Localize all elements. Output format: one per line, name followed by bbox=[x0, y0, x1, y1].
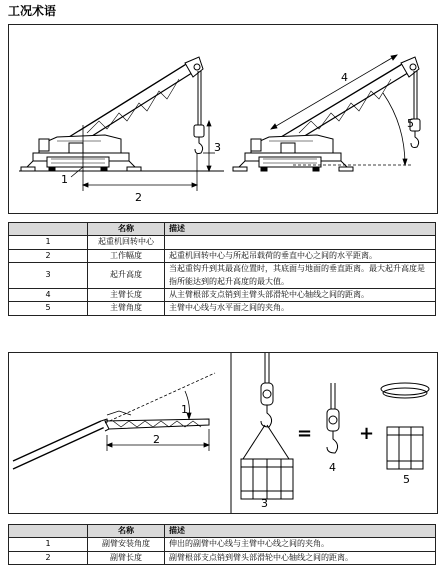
hook-with-load-illustration bbox=[241, 353, 293, 499]
label-load: 3 bbox=[261, 497, 268, 510]
table-row bbox=[9, 538, 436, 551]
row-name: 起升高度 bbox=[88, 263, 165, 289]
equals-sign: = bbox=[297, 423, 313, 444]
table-row bbox=[9, 263, 436, 289]
sling-illustration bbox=[381, 383, 429, 469]
header-no bbox=[9, 525, 88, 538]
row-no: 3 bbox=[9, 263, 88, 289]
row-name: 主臂角度 bbox=[88, 302, 165, 315]
label-sling: 5 bbox=[403, 473, 410, 486]
row-no: 2 bbox=[9, 249, 88, 262]
table-row bbox=[9, 236, 436, 249]
row-name: 起重机回转中心 bbox=[88, 236, 165, 249]
left-crane-illustration bbox=[19, 57, 224, 171]
row-desc bbox=[165, 236, 436, 249]
jib-diagram-panel bbox=[8, 352, 438, 514]
row-name: 副臂长度 bbox=[88, 551, 165, 564]
row-name: 主臂长度 bbox=[88, 288, 165, 301]
label-hook: 4 bbox=[329, 461, 336, 474]
row-no: 5 bbox=[9, 302, 88, 315]
table-row bbox=[9, 551, 436, 564]
row-desc: 副臂根部支点销到臂头部滑轮中心轴线之间的距离。 bbox=[165, 551, 436, 564]
row-no: 1 bbox=[9, 236, 88, 249]
row-no: 4 bbox=[9, 288, 88, 301]
row-desc: 当起重钩升到其最高位置时，其底面与地面的垂直距离。最大起升高度是指所能达到的起升高度的最大值。 bbox=[165, 263, 436, 289]
table-row bbox=[9, 249, 436, 262]
label-jib-length: 2 bbox=[153, 433, 160, 446]
table-row bbox=[9, 288, 436, 301]
row-desc: 主臂中心线与水平面之间的夹角。 bbox=[165, 302, 436, 315]
header-desc: 描述 bbox=[165, 525, 436, 538]
crane-working-conditions-diagram bbox=[9, 25, 437, 213]
header-no bbox=[9, 223, 88, 236]
row-desc: 伸出的副臂中心线与主臂中心线之间的夹角。 bbox=[165, 538, 436, 551]
header-name: 名称 bbox=[88, 223, 165, 236]
label-boom-angle: 5 bbox=[407, 117, 414, 130]
page-title: 工况术语 bbox=[8, 4, 57, 18]
jib-illustration bbox=[13, 411, 209, 469]
table-header-row bbox=[9, 525, 436, 538]
label-jib-angle: 1 bbox=[181, 403, 188, 416]
terms-table-jib bbox=[8, 524, 436, 565]
label-working-radius: 2 bbox=[135, 191, 142, 204]
jib-and-hook-diagram bbox=[9, 353, 437, 513]
table-header-row bbox=[9, 223, 436, 236]
right-crane-illustration bbox=[233, 57, 420, 171]
label-boom-length: 4 bbox=[341, 71, 348, 84]
table-row bbox=[9, 302, 436, 315]
row-name: 副臂安装角度 bbox=[88, 538, 165, 551]
row-desc: 起重机回转中心与所起吊载荷的垂直中心之间的水平距离。 bbox=[165, 249, 436, 262]
header-desc: 描述 bbox=[165, 223, 436, 236]
crane-diagram-panel bbox=[8, 24, 438, 214]
hook-illustration bbox=[327, 383, 339, 453]
header-name: 名称 bbox=[88, 525, 165, 538]
label-rotation-center: 1 bbox=[61, 173, 68, 186]
plus-sign: + bbox=[359, 423, 375, 444]
row-desc: 从主臂根部支点销到主臂头部滑轮中心轴线之间的距离。 bbox=[165, 288, 436, 301]
row-no: 2 bbox=[9, 551, 88, 564]
row-name: 工作幅度 bbox=[88, 249, 165, 262]
terms-table-main bbox=[8, 222, 436, 316]
label-lifting-height: 3 bbox=[214, 141, 221, 154]
row-no: 1 bbox=[9, 538, 88, 551]
